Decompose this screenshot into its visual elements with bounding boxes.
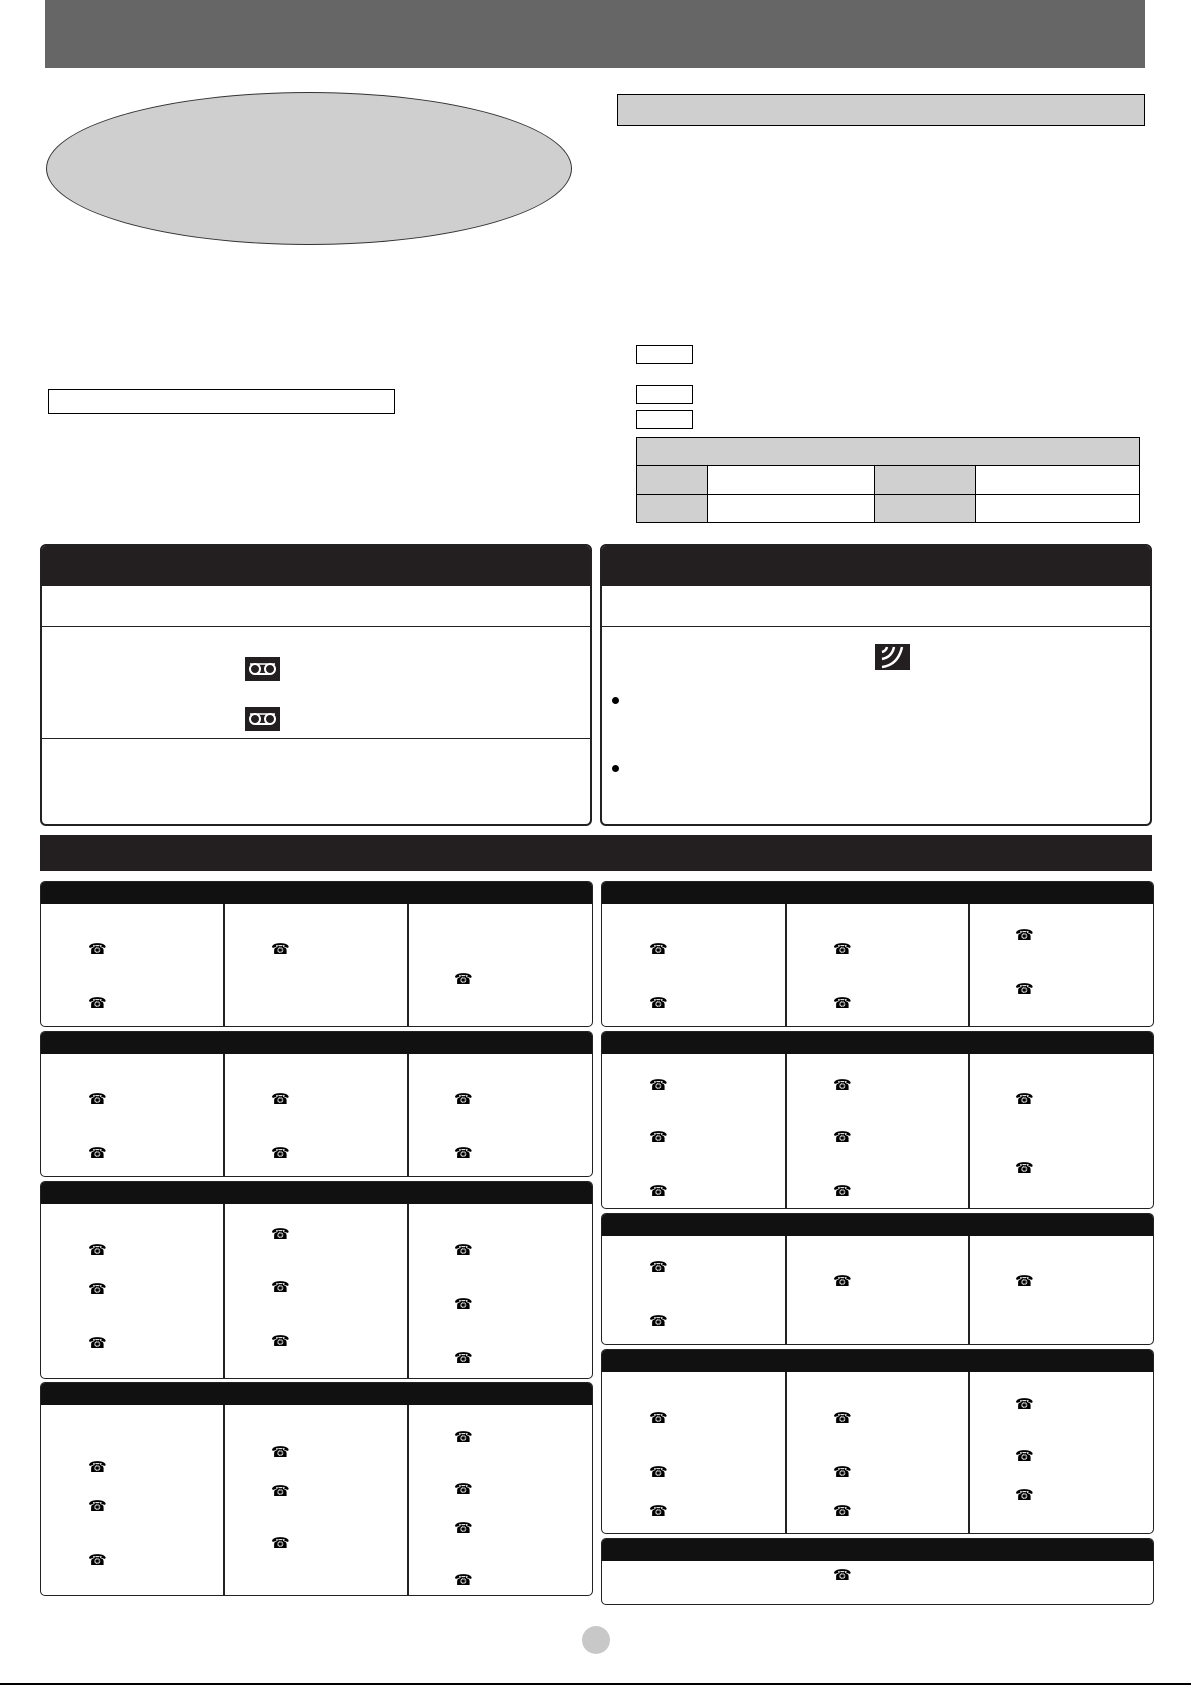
- phone-icon: ☎: [1015, 927, 1034, 944]
- voicemail-panel: [40, 544, 592, 826]
- page-number-dot: [582, 1626, 610, 1654]
- phone-icon: ☎: [833, 1410, 852, 1427]
- column-divider: [407, 1204, 409, 1378]
- section-bar: [40, 835, 1152, 871]
- phone-icon: ☎: [271, 1226, 290, 1243]
- phone-icon: ☎: [454, 971, 473, 988]
- phone-icon: ☎: [649, 1410, 668, 1427]
- phone-icon: ☎: [833, 1567, 852, 1584]
- grid-block-header: [41, 882, 592, 904]
- grid-block-header: [602, 1350, 1153, 1372]
- key-box-2: [636, 385, 693, 404]
- info-cell-r2c2: [708, 494, 875, 522]
- phone-icon: ☎: [271, 1483, 290, 1500]
- info-table: [636, 437, 1140, 523]
- phone-icon: ☎: [649, 1183, 668, 1200]
- column-divider: [223, 904, 225, 1026]
- phone-icon: ☎: [833, 1129, 852, 1146]
- phone-icon: ☎: [833, 1464, 852, 1481]
- column-divider: [785, 1372, 787, 1533]
- grid-block-l4: [40, 1382, 593, 1596]
- phone-icon: ☎: [833, 1273, 852, 1290]
- phone-icon: ☎: [454, 1350, 473, 1367]
- signal-panel: [600, 544, 1152, 826]
- phone-icon: ☎: [454, 1145, 473, 1162]
- phone-icon: ☎: [1015, 1160, 1034, 1177]
- grid-block-header: [602, 882, 1153, 904]
- signal-panel-header: [602, 546, 1150, 586]
- phone-icon: ☎: [271, 1279, 290, 1296]
- phone-icon: ☎: [271, 941, 290, 958]
- phone-icon: ☎: [88, 1459, 107, 1476]
- phone-icon: ☎: [88, 995, 107, 1012]
- grid-block-header: [41, 1032, 592, 1054]
- right-header-bar: [617, 94, 1145, 126]
- column-divider: [785, 1236, 787, 1344]
- info-table-header: [637, 438, 1140, 466]
- info-cell-r1c3: [875, 466, 976, 494]
- phone-icon: ☎: [454, 1429, 473, 1446]
- phone-icon: ☎: [454, 1091, 473, 1108]
- phone-icon: ☎: [649, 1503, 668, 1520]
- phone-icon: ☎: [454, 1572, 473, 1589]
- phone-icon: ☎: [833, 1077, 852, 1094]
- voicemail-panel-row-2: [42, 627, 590, 739]
- column-divider: [223, 1204, 225, 1378]
- grid-block-header: [602, 1032, 1153, 1054]
- phone-icon: ☎: [271, 1535, 290, 1552]
- grid-block-r4: [601, 1349, 1154, 1534]
- key-box-3: [636, 410, 693, 429]
- phone-icon: ☎: [649, 1129, 668, 1146]
- column-divider: [223, 1405, 225, 1595]
- phone-icon: ☎: [454, 1520, 473, 1537]
- phone-icon: ☎: [833, 995, 852, 1012]
- grid-block-header: [41, 1383, 592, 1405]
- top-banner: [45, 0, 1145, 68]
- bullet-2: [612, 765, 619, 772]
- signal-icon: [875, 644, 910, 670]
- left-label-box: [48, 389, 395, 414]
- phone-icon: ☎: [649, 1077, 668, 1094]
- grid-block-r5: [601, 1538, 1154, 1605]
- info-cell-r2c1: [637, 494, 708, 522]
- column-divider: [968, 1236, 970, 1344]
- column-divider: [407, 1405, 409, 1595]
- hero-ellipse: [46, 92, 572, 245]
- phone-icon: ☎: [454, 1296, 473, 1313]
- phone-icon: ☎: [88, 1552, 107, 1569]
- grid-block-r1: [601, 881, 1154, 1027]
- phone-icon: ☎: [1015, 1396, 1034, 1413]
- phone-icon: ☎: [649, 941, 668, 958]
- column-divider: [785, 1054, 787, 1208]
- column-divider: [968, 1372, 970, 1533]
- phone-icon: ☎: [88, 1242, 107, 1259]
- info-cell-r2c4: [976, 494, 1140, 522]
- phone-icon: ☎: [454, 1481, 473, 1498]
- phone-icon: ☎: [649, 1464, 668, 1481]
- phone-icon: ☎: [649, 995, 668, 1012]
- phone-icon: ☎: [271, 1444, 290, 1461]
- phone-icon: ☎: [1015, 1487, 1034, 1504]
- column-divider: [968, 904, 970, 1026]
- phone-icon: ☎: [271, 1145, 290, 1162]
- phone-icon: ☎: [1015, 1448, 1034, 1465]
- phone-icon: ☎: [271, 1091, 290, 1108]
- phone-icon: ☎: [1015, 1273, 1034, 1290]
- voicemail-icon: [245, 657, 280, 681]
- column-divider: [407, 1054, 409, 1176]
- info-cell-r1c1: [637, 466, 708, 494]
- phone-icon: ☎: [88, 1145, 107, 1162]
- grid-block-r3: [601, 1213, 1154, 1345]
- phone-icon: ☎: [833, 1183, 852, 1200]
- phone-icon: ☎: [271, 1333, 290, 1350]
- column-divider: [968, 1054, 970, 1208]
- phone-icon: ☎: [649, 1259, 668, 1276]
- grid-block-header: [41, 1182, 592, 1204]
- phone-icon: ☎: [1015, 1091, 1034, 1108]
- phone-icon: ☎: [833, 941, 852, 958]
- phone-icon: ☎: [88, 941, 107, 958]
- signal-panel-body: [602, 627, 1150, 826]
- phone-icon: ☎: [454, 1242, 473, 1259]
- phone-icon: ☎: [649, 1313, 668, 1330]
- key-box-1: [636, 345, 693, 364]
- grid-block-header: [602, 1214, 1153, 1236]
- grid-block-l3: [40, 1181, 593, 1379]
- voicemail-panel-header: [42, 546, 590, 586]
- column-divider: [223, 1054, 225, 1176]
- grid-block-r2: [601, 1031, 1154, 1209]
- voicemail-icon: [245, 707, 280, 731]
- grid-block-l1: [40, 881, 593, 1027]
- phone-icon: ☎: [1015, 981, 1034, 998]
- column-divider: [407, 904, 409, 1026]
- info-cell-r1c2: [708, 466, 875, 494]
- signal-panel-row-1: [602, 586, 1150, 627]
- phone-icon: ☎: [88, 1091, 107, 1108]
- bullet-1: [612, 697, 619, 704]
- phone-icon: ☎: [833, 1503, 852, 1520]
- grid-block-l2: [40, 1031, 593, 1177]
- phone-icon: ☎: [88, 1335, 107, 1352]
- column-divider: [785, 904, 787, 1026]
- phone-icon: ☎: [88, 1498, 107, 1515]
- voicemail-panel-row-1: [42, 586, 590, 627]
- info-cell-r1c4: [976, 466, 1140, 494]
- info-cell-r2c3: [875, 494, 976, 522]
- phone-icon: ☎: [88, 1281, 107, 1298]
- grid-block-header: [602, 1539, 1153, 1561]
